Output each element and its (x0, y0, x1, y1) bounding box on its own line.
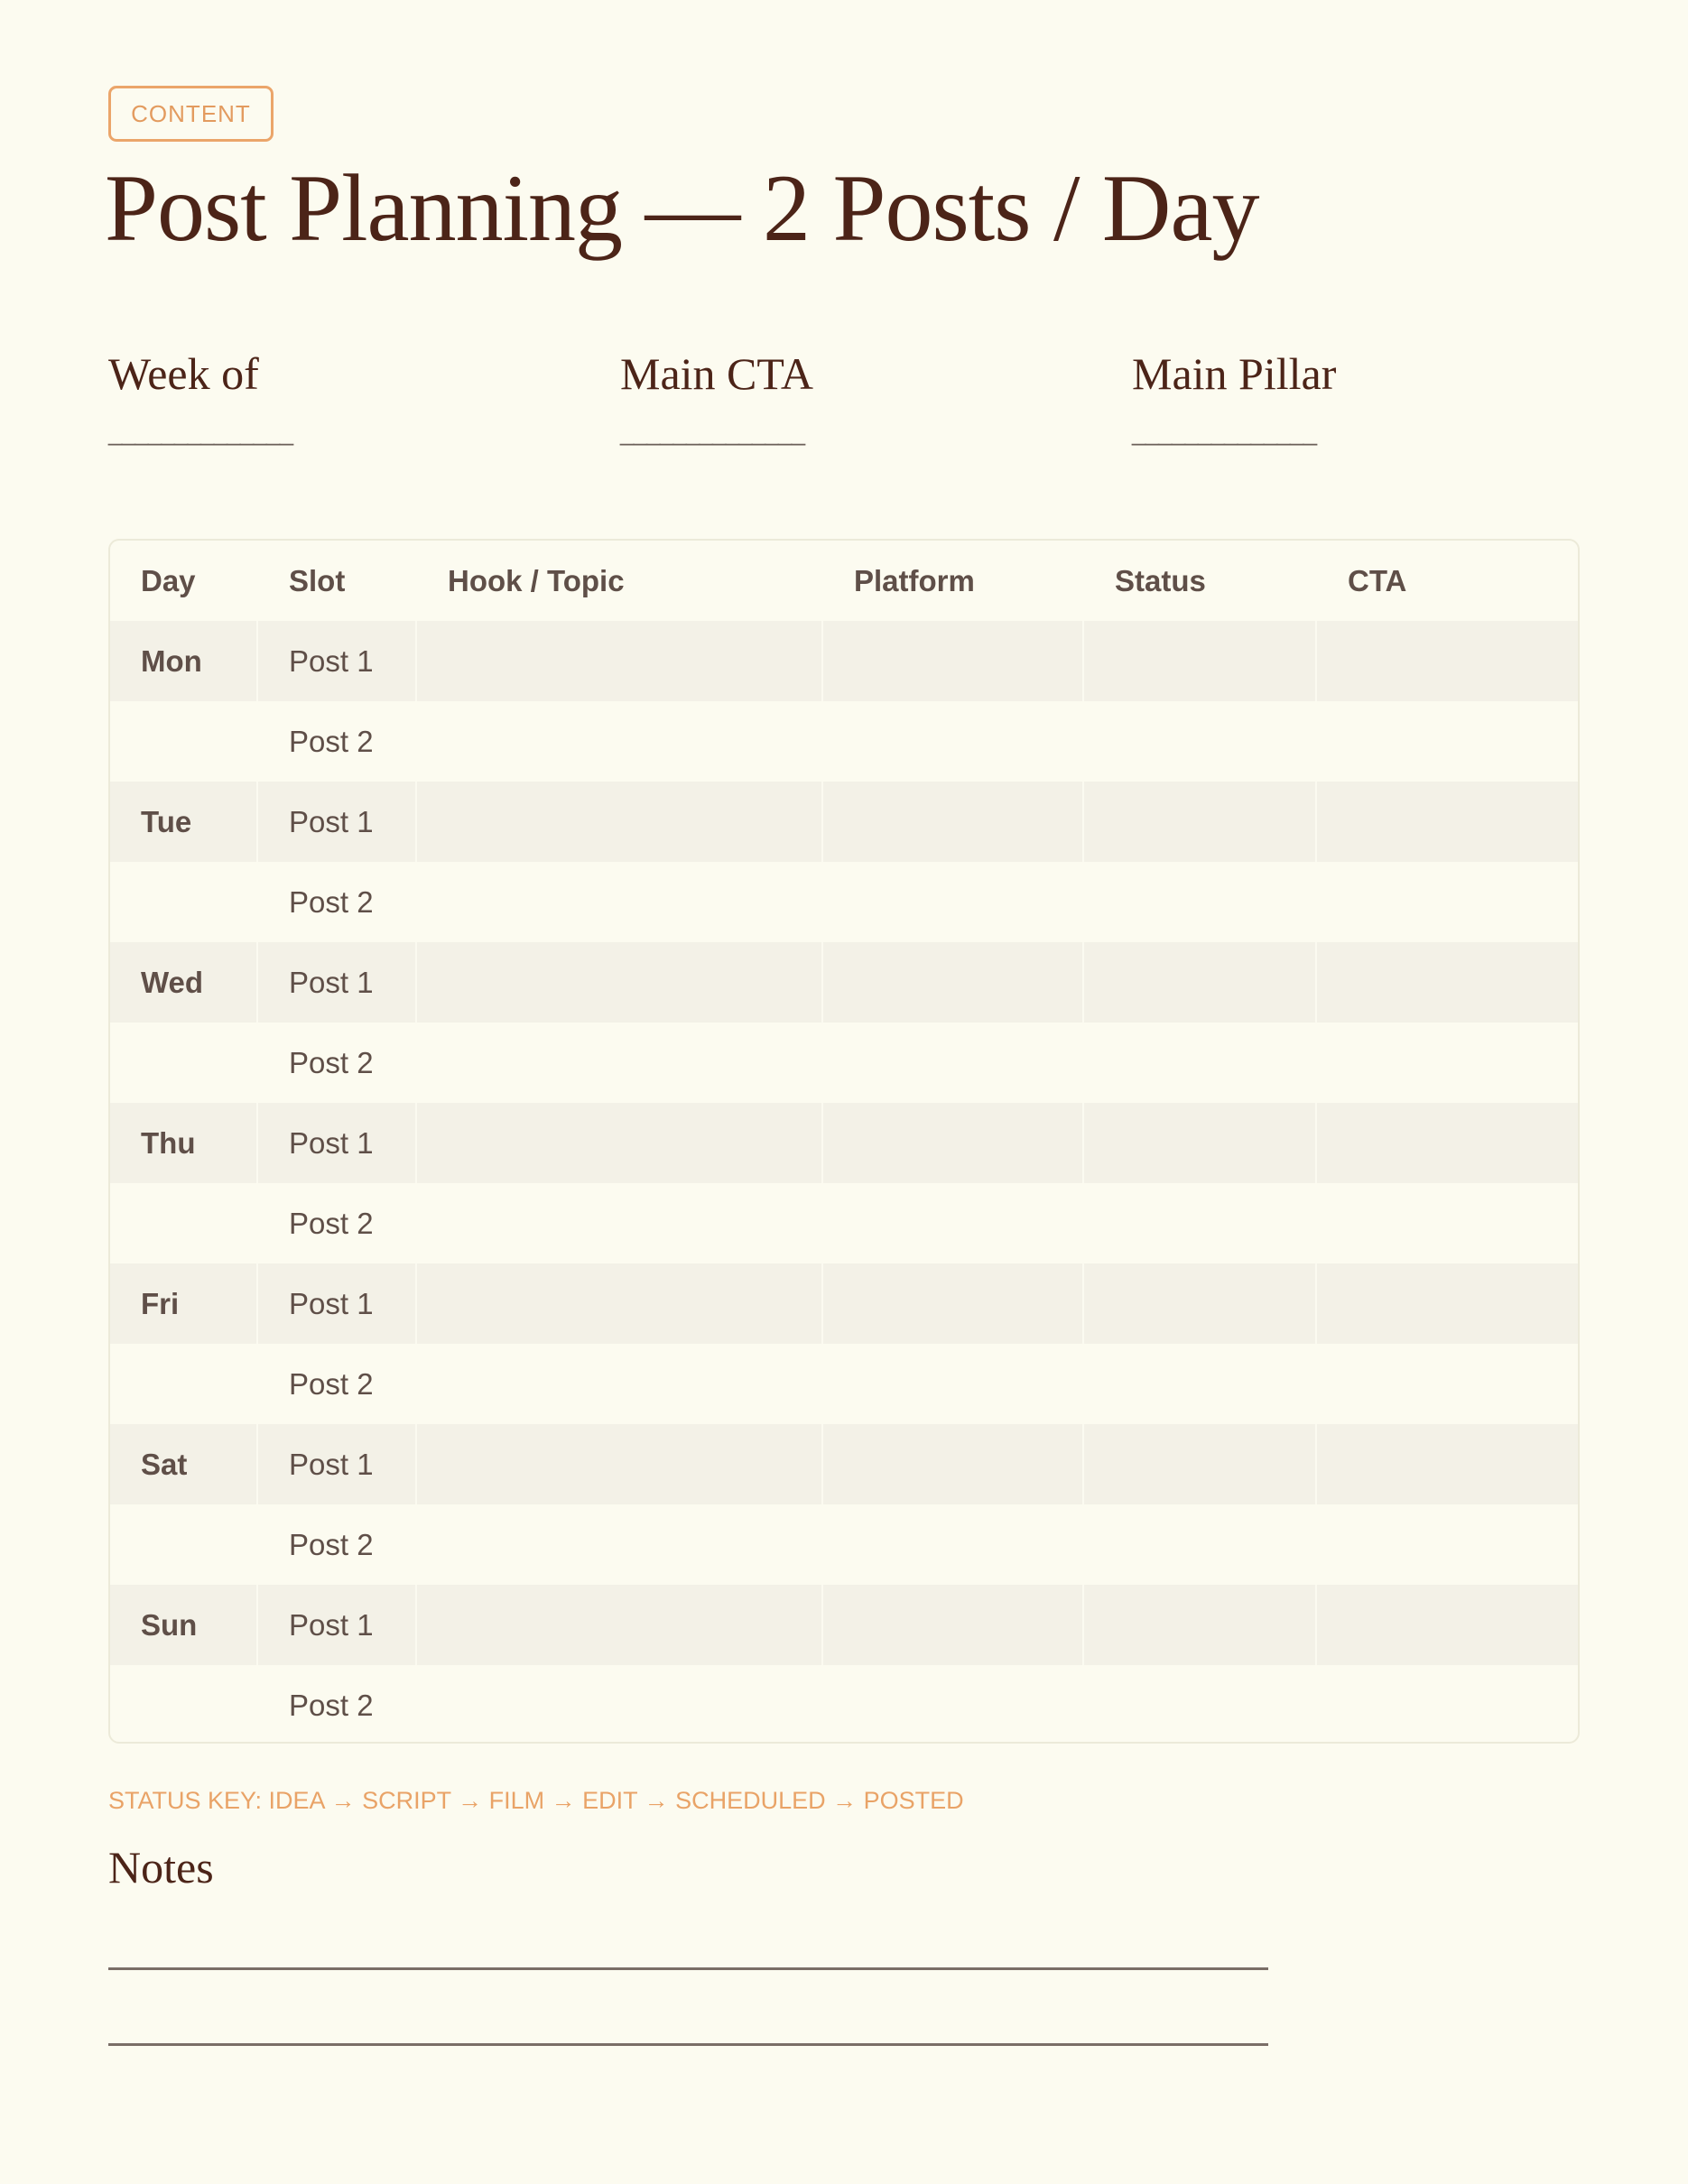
table-row (110, 1183, 1578, 1263)
cta-cell[interactable] (1317, 1424, 1578, 1504)
day-cell (110, 701, 258, 782)
cta-cell[interactable] (1317, 862, 1578, 942)
platform-cell[interactable] (823, 862, 1084, 942)
slot-cell: Post 2 (289, 1688, 374, 1722)
notes-line[interactable] (108, 1967, 1268, 1970)
header-status: Status (1115, 563, 1206, 597)
day-cell: Fri (110, 1263, 258, 1344)
status-cell[interactable] (1084, 1585, 1317, 1665)
header-cta: CTA (1348, 563, 1407, 597)
hook-topic-cell[interactable] (417, 862, 823, 942)
notes-line[interactable] (108, 2043, 1268, 2046)
table-row (110, 1665, 1578, 1744)
day-cell (110, 1023, 258, 1103)
field-label: Main CTA (620, 348, 814, 399)
table-row (110, 1263, 1578, 1344)
status-cell[interactable] (1084, 621, 1317, 701)
day-cell: Mon (110, 621, 258, 701)
header-day: Day (141, 563, 196, 597)
slot-cell: Post 2 (289, 724, 374, 758)
hook-topic-cell[interactable] (417, 782, 823, 862)
cta-cell[interactable] (1317, 1344, 1578, 1424)
hook-topic-cell[interactable] (417, 1344, 823, 1424)
status-cell[interactable] (1084, 1424, 1317, 1504)
field-blank-line[interactable]: ______________ (1132, 418, 1317, 446)
category-badge: CONTENT (108, 86, 274, 142)
hook-topic-cell[interactable] (417, 701, 823, 782)
platform-cell[interactable] (823, 942, 1084, 1023)
day-cell: Thu (110, 1103, 258, 1183)
table-row (110, 1023, 1578, 1103)
day-cell: Tue (110, 782, 258, 862)
platform-cell[interactable] (823, 621, 1084, 701)
slot-cell: Post 2 (289, 1527, 374, 1561)
platform-cell[interactable] (823, 1504, 1084, 1585)
cta-cell[interactable] (1317, 1023, 1578, 1103)
status-key: STATUS KEY: IDEA → SCRIPT → FILM → EDIT → SCHEDULED → POSTED (108, 1787, 964, 1814)
platform-cell[interactable] (823, 1344, 1084, 1424)
page-title: Post Planning — 2 Posts / Day (105, 155, 1259, 261)
cta-cell[interactable] (1317, 1263, 1578, 1344)
hook-topic-cell[interactable] (417, 1585, 823, 1665)
hook-topic-cell[interactable] (417, 1023, 823, 1103)
status-cell[interactable] (1084, 1665, 1317, 1744)
table-row (110, 1504, 1578, 1585)
day-cell (110, 1665, 258, 1744)
platform-cell[interactable] (823, 1023, 1084, 1103)
day-cell: Sun (110, 1585, 258, 1665)
hook-topic-cell[interactable] (417, 621, 823, 701)
status-cell[interactable] (1084, 1263, 1317, 1344)
status-cell[interactable] (1084, 1023, 1317, 1103)
status-cell[interactable] (1084, 942, 1317, 1023)
cta-cell[interactable] (1317, 1665, 1578, 1744)
hook-topic-cell[interactable] (417, 1424, 823, 1504)
table-row (110, 1344, 1578, 1424)
platform-cell[interactable] (823, 782, 1084, 862)
hook-topic-cell[interactable] (417, 942, 823, 1023)
day-cell: Wed (110, 942, 258, 1023)
platform-cell[interactable] (823, 1103, 1084, 1183)
cta-cell[interactable] (1317, 942, 1578, 1023)
header-hook-topic: Hook / Topic (448, 563, 625, 597)
week-of-field[interactable] (108, 347, 292, 447)
table-row (110, 862, 1578, 942)
cta-cell[interactable] (1317, 1504, 1578, 1585)
hook-topic-cell[interactable] (417, 1504, 823, 1585)
table-row (110, 701, 1578, 782)
cta-cell[interactable] (1317, 1103, 1578, 1183)
platform-cell[interactable] (823, 1585, 1084, 1665)
day-cell: Sat (110, 1424, 258, 1504)
status-cell[interactable] (1084, 862, 1317, 942)
field-blank-line[interactable]: ______________ (108, 418, 293, 446)
field-label: Main Pillar (1132, 348, 1337, 399)
cta-cell[interactable] (1317, 1585, 1578, 1665)
platform-cell[interactable] (823, 1665, 1084, 1744)
slot-cell: Post 1 (258, 621, 417, 701)
main-pillar-field[interactable] (1132, 347, 1336, 447)
day-cell (110, 1344, 258, 1424)
status-cell[interactable] (1084, 1504, 1317, 1585)
slot-cell: Post 2 (289, 1045, 374, 1079)
status-cell[interactable] (1084, 782, 1317, 862)
cta-cell[interactable] (1317, 621, 1578, 701)
table-row (110, 1585, 1578, 1665)
hook-topic-cell[interactable] (417, 1103, 823, 1183)
hook-topic-cell[interactable] (417, 1183, 823, 1263)
notes-heading: Notes (108, 1842, 214, 1892)
status-cell[interactable] (1084, 1103, 1317, 1183)
hook-topic-cell[interactable] (417, 1665, 823, 1744)
table-row (110, 782, 1578, 862)
day-cell (110, 1183, 258, 1263)
slot-cell: Post 1 (258, 1585, 417, 1665)
table-header-row (110, 541, 1578, 621)
slot-cell: Post 2 (289, 1366, 374, 1401)
status-cell[interactable] (1084, 701, 1317, 782)
cta-cell[interactable] (1317, 701, 1578, 782)
field-blank-line[interactable]: ______________ (620, 418, 805, 446)
table-row (110, 1424, 1578, 1504)
table-row (110, 1103, 1578, 1183)
platform-cell[interactable] (823, 1424, 1084, 1504)
slot-cell: Post 1 (258, 1263, 417, 1344)
slot-cell: Post 1 (258, 942, 417, 1023)
cta-cell[interactable] (1317, 1183, 1578, 1263)
platform-cell[interactable] (823, 1183, 1084, 1263)
table-row (110, 942, 1578, 1023)
slot-cell: Post 1 (258, 782, 417, 862)
day-cell (110, 1504, 258, 1585)
table-row (110, 621, 1578, 701)
day-cell (110, 862, 258, 942)
cta-cell[interactable] (1317, 782, 1578, 862)
post-planning-table (108, 539, 1580, 1744)
slot-cell: Post 1 (258, 1424, 417, 1504)
header-slot: Slot (289, 563, 346, 597)
main-cta-field[interactable] (620, 347, 813, 447)
slot-cell: Post 2 (289, 1206, 374, 1240)
platform-cell[interactable] (823, 1263, 1084, 1344)
field-label: Week of (108, 348, 259, 399)
status-cell[interactable] (1084, 1183, 1317, 1263)
header-platform: Platform (854, 563, 975, 597)
slot-cell: Post 2 (289, 884, 374, 919)
hook-topic-cell[interactable] (417, 1263, 823, 1344)
status-cell[interactable] (1084, 1344, 1317, 1424)
platform-cell[interactable] (823, 701, 1084, 782)
slot-cell: Post 1 (258, 1103, 417, 1183)
